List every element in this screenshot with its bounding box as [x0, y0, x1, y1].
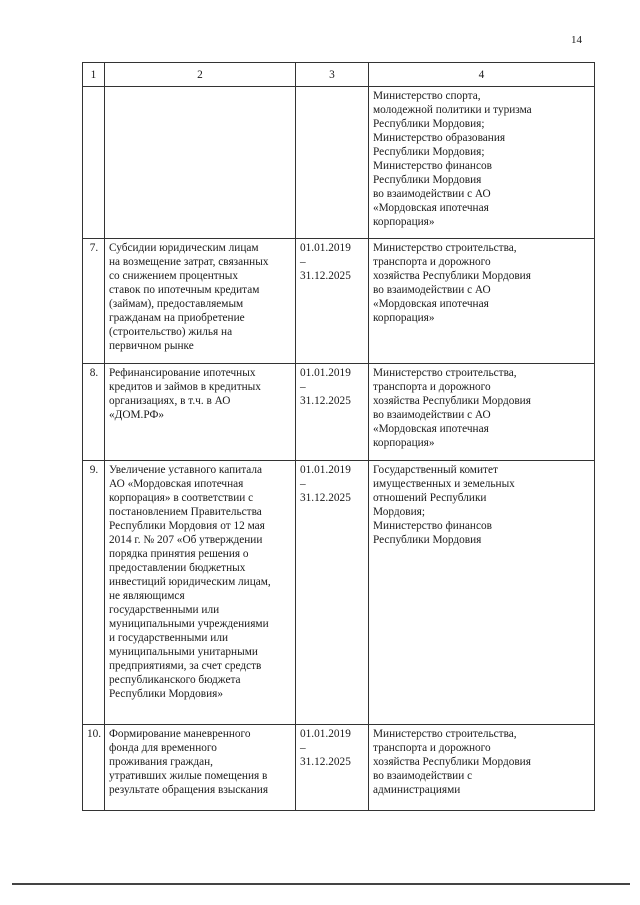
responsible-cell: [369, 725, 595, 811]
text-line: корпорация»: [373, 437, 435, 449]
text-line: «Мордовская ипотечная: [373, 423, 489, 435]
text-line: Государственный комитет: [373, 464, 498, 476]
text-line: корпорация»: [373, 216, 435, 228]
period-end: 31.12.2025: [300, 756, 351, 768]
text-line: гражданам на приобретение: [109, 312, 245, 324]
text-line: Министерство финансов: [373, 160, 492, 172]
text-line: на возмещение затрат, связанных: [109, 256, 269, 268]
responsible-cell: [369, 239, 595, 364]
text-line: Республики Мордовия»: [109, 688, 224, 700]
text-line: 2014 г. № 207 «Об утверждении: [109, 534, 263, 546]
table-header-row: [83, 63, 595, 87]
description-cell: [105, 87, 296, 239]
period-start: 01.01.2019: [300, 367, 351, 379]
text-line: Республики Мордовия;: [373, 118, 485, 130]
text-line: и государственными или: [109, 632, 229, 644]
text-line: Рефинансирование ипотечных: [109, 367, 256, 379]
responsible-cell: [369, 364, 595, 461]
period-cell: [296, 725, 369, 811]
text-line: Республики Мордовия;: [373, 146, 485, 158]
period-start: 01.01.2019: [300, 242, 351, 254]
page-bottom-rule: [12, 883, 630, 885]
text-line: транспорта и дорожного: [373, 256, 491, 268]
table-row: [83, 364, 595, 461]
period-dash: –: [300, 256, 306, 268]
period-end: 31.12.2025: [300, 270, 351, 282]
text-line: со снижением процентных: [109, 270, 239, 282]
text-line: (строительство) жилья на: [109, 326, 233, 338]
text-line: предприятиями, за счет средств: [109, 660, 262, 672]
text-line: Министерство финансов: [373, 520, 492, 532]
text-line: инвестиций юридическим лицам,: [109, 576, 271, 588]
text-line: постановлением Правительства: [109, 506, 262, 518]
text-line: «Мордовская ипотечная: [373, 298, 489, 310]
table-row: [83, 239, 595, 364]
text-line: имущественных и земельных: [373, 478, 515, 490]
text-line: организациях, в т.ч. в АО: [109, 395, 231, 407]
column-header: 1: [83, 63, 105, 87]
text-line: Формирование маневренного: [109, 728, 251, 740]
text-line: ставок по ипотечным кредитам: [109, 284, 260, 296]
text-line: хозяйства Республики Мордовия: [373, 395, 531, 407]
period-start: 01.01.2019: [300, 728, 351, 740]
text-line: Республики Мордовия: [373, 534, 482, 546]
text-line: Республики Мордовия от 12 мая: [109, 520, 265, 532]
text-line: «ДОМ.РФ»: [109, 409, 165, 421]
description-cell: [105, 725, 296, 811]
text-line: «Мордовская ипотечная: [373, 202, 489, 214]
text-line: государственными или: [109, 604, 220, 616]
period-cell: [296, 239, 369, 364]
text-line: во взаимодействии с АО: [373, 284, 491, 296]
text-line: корпорация»: [373, 312, 435, 324]
description-cell: [105, 364, 296, 461]
text-line: во взаимодействии с АО: [373, 188, 491, 200]
page-number: 14: [571, 34, 582, 46]
table-row: [83, 725, 595, 811]
text-line: проживания граждан,: [109, 756, 213, 768]
row-number: 9.: [83, 461, 105, 725]
period-end: 31.12.2025: [300, 395, 351, 407]
period-end: 31.12.2025: [300, 492, 351, 504]
text-line: Министерство спорта,: [373, 90, 481, 102]
text-line: администрациями: [373, 784, 461, 796]
text-line: хозяйства Республики Мордовия: [373, 756, 531, 768]
text-line: Министерство строительства,: [373, 728, 517, 740]
period-dash: –: [300, 742, 306, 754]
column-header: 4: [369, 63, 595, 87]
text-line: не являющимся: [109, 590, 185, 602]
row-number: 10.: [83, 725, 105, 811]
text-line: Субсидии юридическим лицам: [109, 242, 259, 254]
row-number: [83, 87, 105, 239]
text-line: во взаимодействии с АО: [373, 409, 491, 421]
text-line: отношений Республики: [373, 492, 487, 504]
text-line: республиканского бюджета: [109, 674, 241, 686]
text-line: предоставлении бюджетных: [109, 562, 246, 574]
text-line: Республики Мордовия: [373, 174, 482, 186]
text-line: Министерство строительства,: [373, 367, 517, 379]
text-line: Увеличение уставного капитала: [109, 464, 263, 476]
row-number: 8.: [83, 364, 105, 461]
text-line: корпорация» в соответствии с: [109, 492, 254, 504]
text-line: результате обращения взыскания: [109, 784, 269, 796]
measures-table: [82, 62, 595, 811]
text-line: фонда для временного: [109, 742, 217, 754]
text-line: кредитов и займов в кредитных: [109, 381, 261, 393]
period-dash: –: [300, 478, 306, 490]
text-line: утративших жилые помещения в: [109, 770, 268, 782]
column-header: 3: [296, 63, 369, 87]
text-line: транспорта и дорожного: [373, 742, 491, 754]
description-cell: [105, 239, 296, 364]
text-line: муниципальными учреждениями: [109, 618, 269, 630]
text-line: Министерство образования: [373, 132, 506, 144]
text-line: Министерство строительства,: [373, 242, 517, 254]
text-line: муниципальными унитарными: [109, 646, 258, 658]
table-row: [83, 461, 595, 725]
period-cell: [296, 87, 369, 239]
period-cell: [296, 461, 369, 725]
period-cell: [296, 364, 369, 461]
text-line: во взаимодействии с: [373, 770, 473, 782]
text-line: АО «Мордовская ипотечная: [109, 478, 244, 490]
period-dash: –: [300, 381, 306, 393]
column-header: 2: [105, 63, 296, 87]
text-line: Мордовия;: [373, 506, 426, 518]
text-line: транспорта и дорожного: [373, 381, 491, 393]
responsible-cell: [369, 461, 595, 725]
row-number: 7.: [83, 239, 105, 364]
text-line: порядка принятия решения о: [109, 548, 249, 560]
responsible-cell: [369, 87, 595, 239]
text-line: хозяйства Республики Мордовия: [373, 270, 531, 282]
description-cell: [105, 461, 296, 725]
period-start: 01.01.2019: [300, 464, 351, 476]
text-line: (займам), предоставляемым: [109, 298, 244, 310]
text-line: молодежной политики и туризма: [373, 104, 532, 116]
text-line: первичном рынке: [109, 340, 194, 352]
table-row: [83, 87, 595, 239]
